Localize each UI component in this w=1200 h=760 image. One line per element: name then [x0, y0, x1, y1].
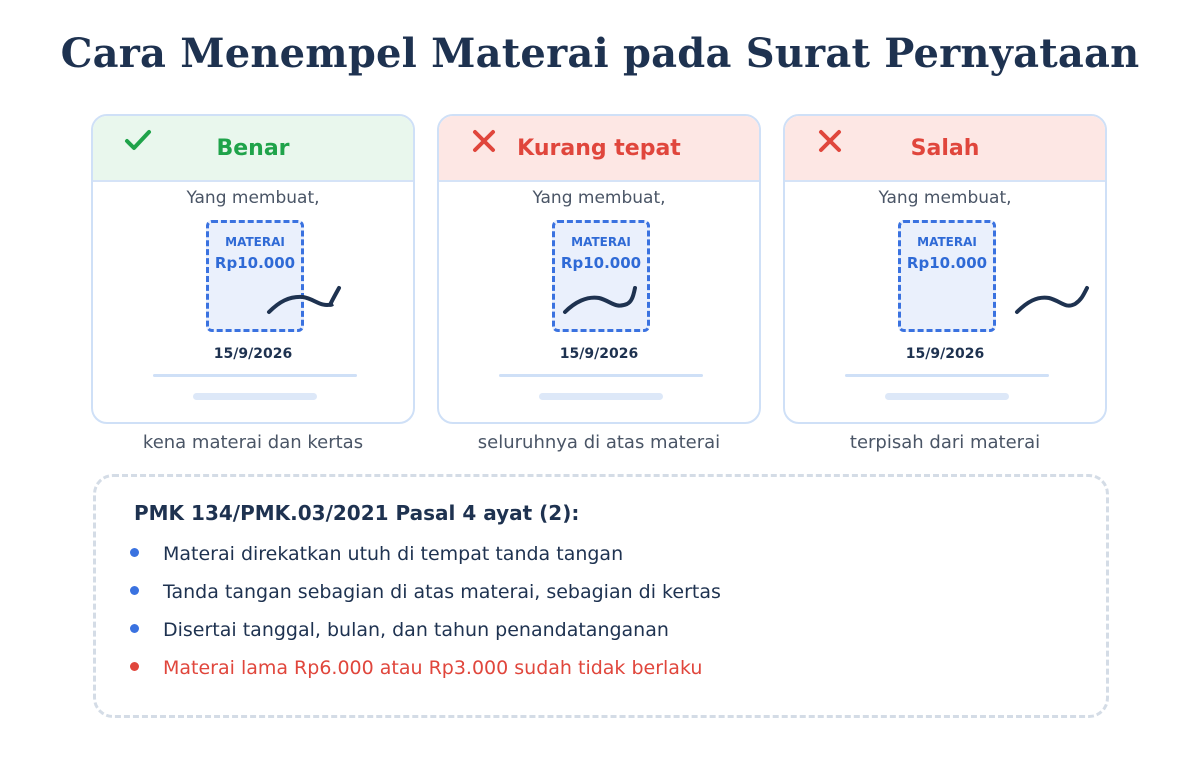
card-header	[785, 116, 1105, 182]
name-line	[539, 393, 663, 400]
maker-text: Yang membuat,	[532, 188, 666, 208]
stamp-title: MATERAI	[571, 235, 631, 249]
card-label: Benar	[216, 136, 290, 161]
stamp	[898, 220, 996, 332]
rule-item	[130, 619, 669, 641]
rules-box	[93, 474, 1109, 718]
card-header	[439, 116, 759, 182]
card-caption: seluruhnya di atas materai	[477, 432, 721, 453]
rule-text: Tanda tangan sebagian di atas materai, sebagian di kertas	[163, 581, 721, 603]
signing-date: 15/9/2026	[213, 346, 293, 362]
stamp-value: Rp10.000	[214, 254, 296, 272]
rules-title: PMK 134/PMK.03/2021 Pasal 4 ayat (2):	[134, 501, 580, 525]
bullet-icon	[130, 624, 139, 633]
page-title: Cara Menempel Materai pada Surat Pernyataan	[60, 30, 1140, 77]
bullet-icon	[130, 662, 139, 671]
card-caption: kena materai dan kertas	[142, 432, 364, 453]
name-line	[193, 393, 317, 400]
stamp	[552, 220, 650, 332]
rule-text: Materai lama Rp6.000 atau Rp3.000 sudah tidak berlaku	[163, 657, 703, 679]
rule-item	[130, 543, 623, 565]
bullet-icon	[130, 586, 139, 595]
card-header	[93, 116, 413, 182]
stamp	[206, 220, 304, 332]
card-label: Salah	[910, 136, 980, 161]
rule-item	[130, 581, 721, 603]
stamp-title: MATERAI	[225, 235, 285, 249]
stamp-value: Rp10.000	[906, 254, 988, 272]
rule-text: Disertai tanggal, bulan, dan tahun penandatanganan	[163, 619, 669, 641]
rule-text: Materai direkatkan utuh di tempat tanda tangan	[163, 543, 624, 565]
card-caption: terpisah dari materai	[849, 432, 1041, 453]
stamp-value: Rp10.000	[560, 254, 642, 272]
name-line	[885, 393, 1009, 400]
bullet-icon	[130, 548, 139, 557]
signing-date: 15/9/2026	[905, 346, 985, 362]
maker-text: Yang membuat,	[878, 188, 1012, 208]
signature-line	[153, 374, 357, 377]
card-wrong	[783, 114, 1107, 424]
signature-line	[845, 374, 1049, 377]
signing-date: 15/9/2026	[559, 346, 639, 362]
card-correct	[91, 114, 415, 424]
stamp-title: MATERAI	[917, 235, 977, 249]
signature-line	[499, 374, 703, 377]
rule-item-warning	[130, 657, 702, 679]
card-less-correct	[437, 114, 761, 424]
card-label: Kurang tepat	[517, 136, 681, 161]
maker-text: Yang membuat,	[186, 188, 320, 208]
